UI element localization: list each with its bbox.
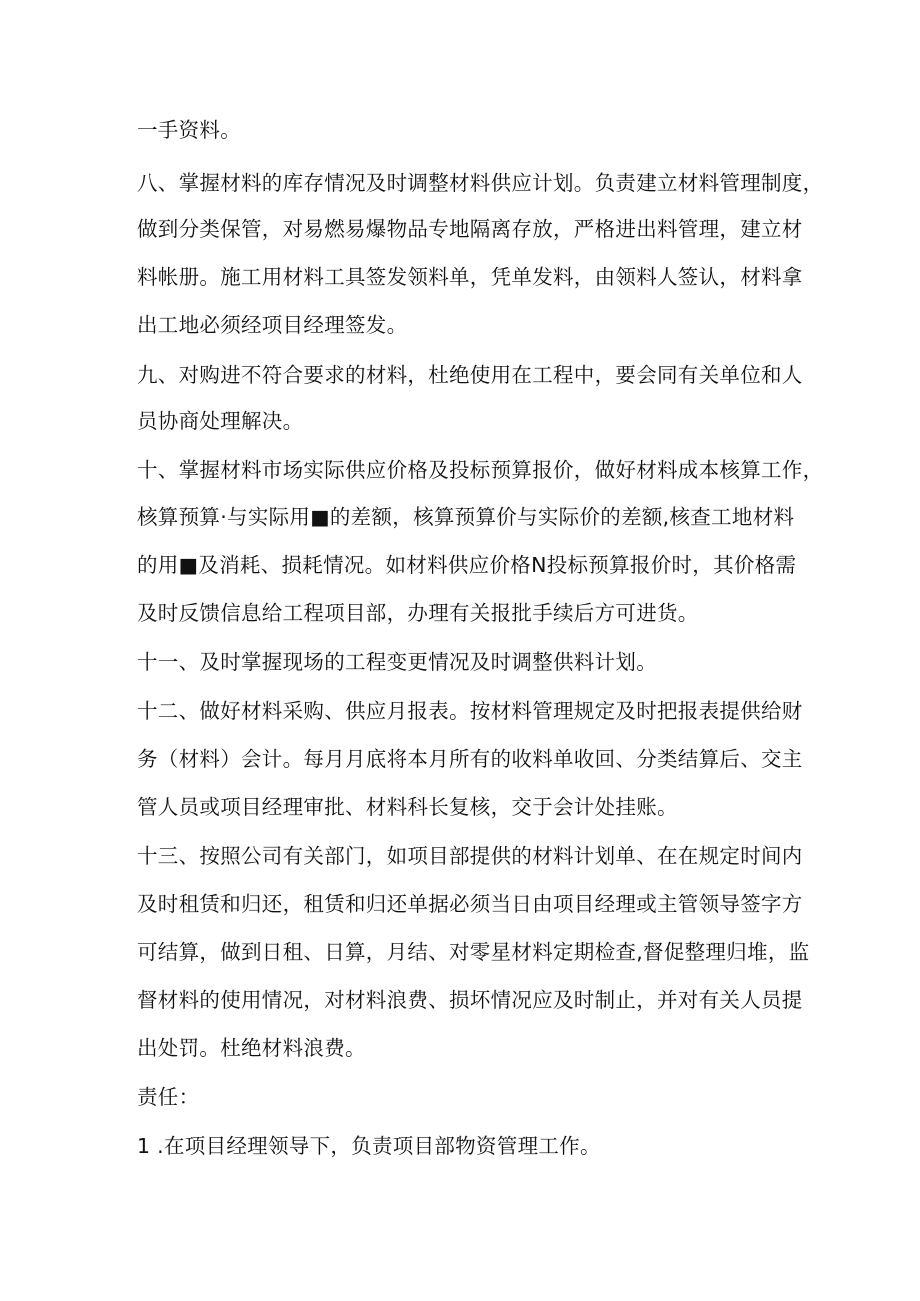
text-line: 十一、及时掌握现场的工程变更情况及时调整供料计划。 <box>137 650 657 674</box>
text-line: 十、掌握材料市场实际供应价格及投标预算报价，做好材料成本核算工作， <box>137 458 824 482</box>
text-line: 十二、做好材料采购、供应月报表。按材料管理规定及时把报表提供给财 <box>137 699 803 723</box>
text-line: 员协商处理解决。 <box>137 409 304 433</box>
text-line: 的用■及消耗、损耗情况。如材料供应价格N投标预算报价时，其价格需 <box>137 553 797 577</box>
text-line: 务（材料）会计。每月月底将本月所有的收料单收回、分类结算后、交主 <box>137 747 803 771</box>
text-line: 及时租赁和归还，租赁和归还单据必须当日由项目经理或主管领导签字方 <box>137 892 803 916</box>
text-line: 督材料的使用情况，对材料浪费、损坏情况应及时制止，并对有关人员提 <box>137 988 803 1012</box>
text-line: 出处罚。杜绝材料浪费。 <box>137 1036 366 1060</box>
text-line: 做到分类保管，对易燃易爆物品专地隔离存放，严格进出料管理，建立材 <box>137 217 803 241</box>
text-line: 十三、按照公司有关部门，如项目部提供的材料计划单、在在规定时间内 <box>137 844 803 868</box>
text-line: 九、对购进不符合要求的材料，杜绝使用在工程中，要会同有关单位和人 <box>137 363 803 387</box>
text-line: 出工地必须经项目经理签发。 <box>137 313 408 337</box>
text-line: 责任： <box>137 1085 200 1109</box>
text-line: 可结算，做到日租、日算，月结、对零星材料定期检查,督促整理归堆，监 <box>137 940 810 964</box>
text-line: 1 .在项目经理领导下，负责项目部物资管理工作。 <box>137 1134 601 1158</box>
text-line: 及时反馈信息给工程项目部，办理有关报批手续后方可进货。 <box>137 601 699 625</box>
text-line: 一手资料。 <box>137 118 241 142</box>
text-line: 管人员或项目经理审批、材料科长复核，交于会计处挂账。 <box>137 795 678 819</box>
text-line: 八、掌握材料的库存情况及时调整材料供应计划。负责建立材料管理制度， <box>137 171 824 195</box>
text-line: 料帐册。施工用材料工具签发领料单，凭单发料，由领料人签认，材料拿 <box>137 265 803 289</box>
text-line: 核算预算·与实际用■的差额，核算预算价与实际价的差额,核查工地材料 <box>137 505 795 529</box>
